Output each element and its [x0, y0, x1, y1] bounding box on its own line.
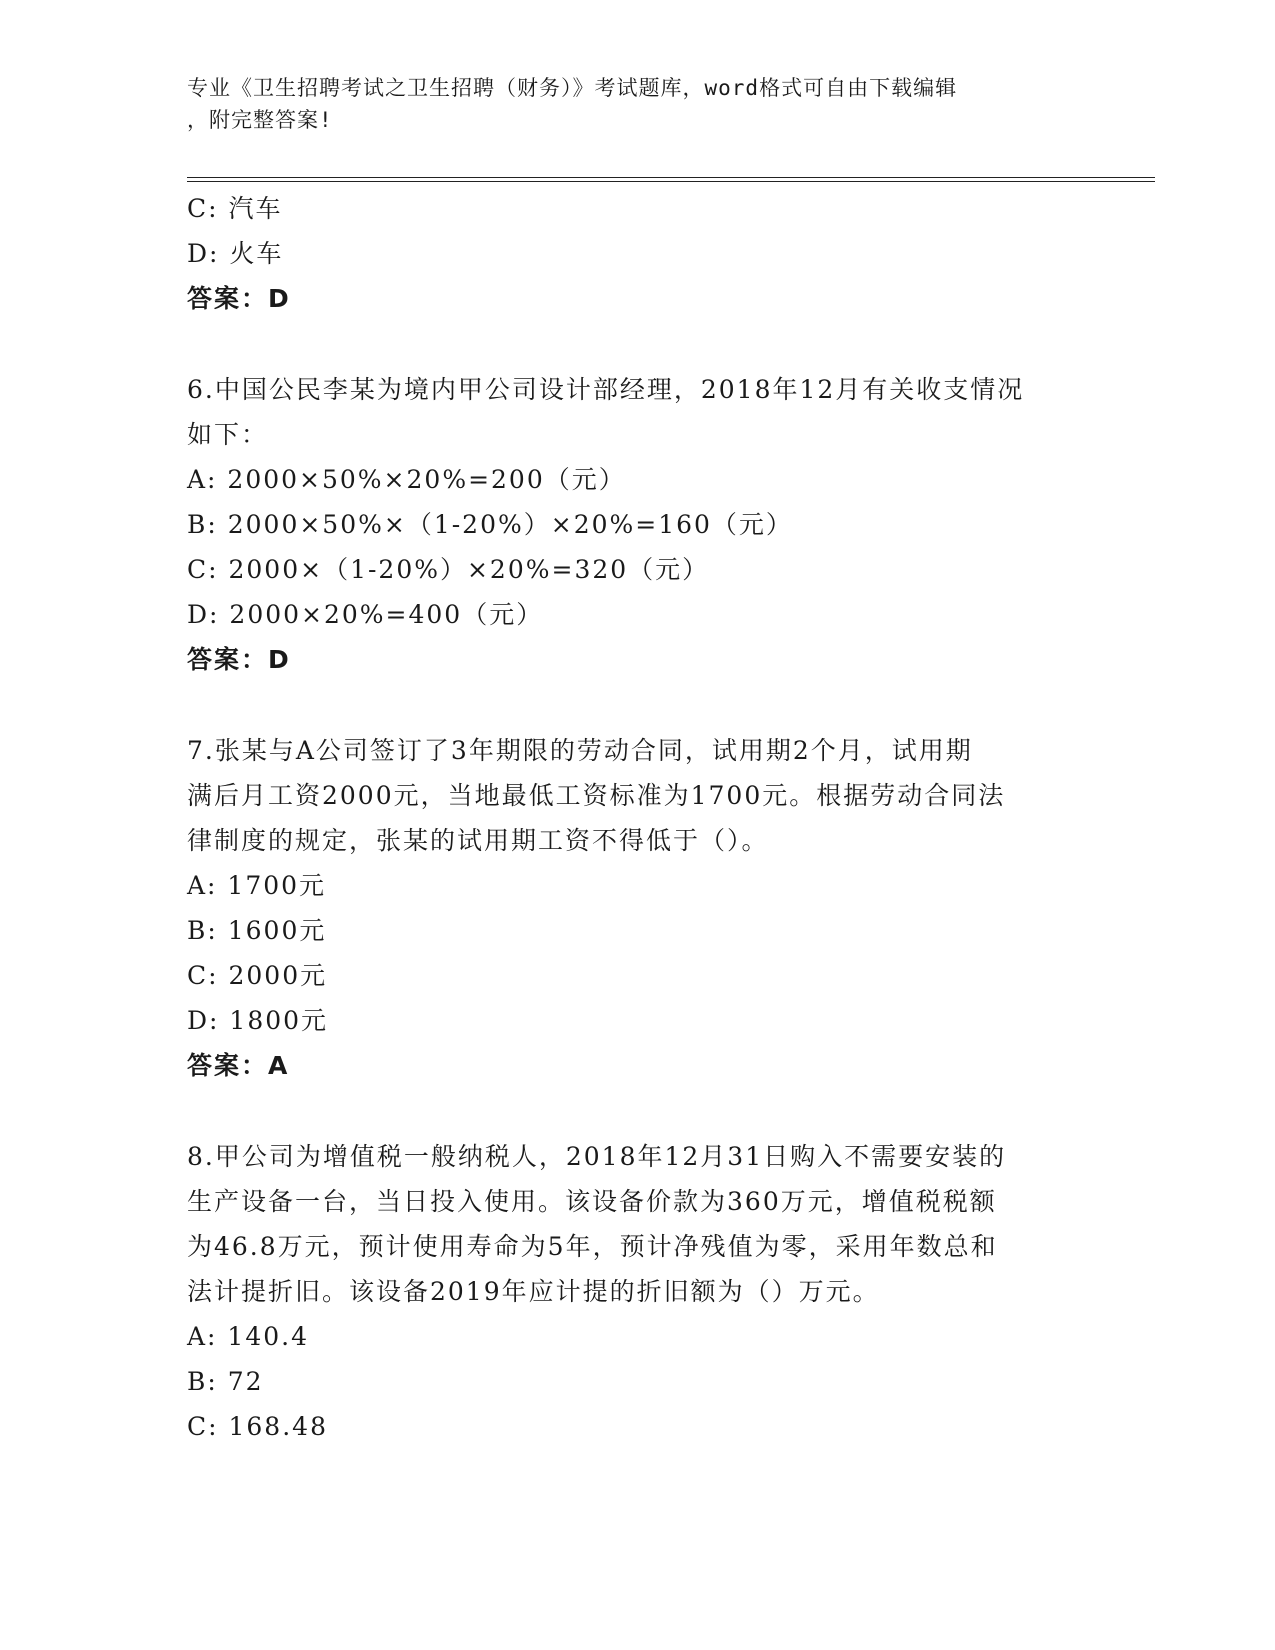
option-d: D: 1800元 — [187, 1006, 329, 1035]
question-stem: 生产设备一台，当日投入使用。该设备价款为360万元，增值税税额 — [187, 1187, 997, 1216]
question-stem: 如下： — [187, 420, 269, 449]
question-list — [187, 186, 1087, 1449]
question-stem: 8.甲公司为增值税一般纳税人，2018年12月31日购入不需要安装的 — [187, 1142, 1007, 1171]
option-a: A: 1700元 — [187, 871, 327, 900]
spacer — [187, 1088, 1087, 1134]
question-stem: 6.中国公民李某为境内甲公司设计部经理，2018年12月有关收支情况 — [187, 375, 1025, 404]
question-8 — [187, 1134, 1087, 1449]
question-stem: 法计提折旧。该设备2019年应计提的折旧额为（）万元。 — [187, 1277, 880, 1306]
question-stem: 律制度的规定，张某的试用期工资不得低于（）。 — [187, 826, 769, 855]
option-c: C: 2000×（1-20%）×20%=320（元） — [187, 555, 710, 584]
header-line-2: ，附完整答案! — [187, 108, 333, 132]
header-rule-bottom — [187, 181, 1155, 182]
question-6 — [187, 367, 1087, 682]
option-c: C: 汽车 — [187, 194, 283, 223]
question-5 — [187, 186, 1087, 321]
option-a: A: 140.4 — [187, 1322, 309, 1351]
header-line-1: 专业《卫生招聘考试之卫生招聘（财务）》考试题库，word格式可自由下载编辑 — [187, 76, 958, 100]
option-d: D: 火车 — [187, 239, 284, 268]
option-b: B: 2000×50%×（1-20%）×20%=160（元） — [187, 510, 793, 539]
spacer — [187, 321, 1087, 367]
option-b: B: 72 — [187, 1367, 264, 1396]
spacer — [187, 682, 1087, 728]
document-header — [187, 72, 1087, 136]
question-stem: 为46.8万元，预计使用寿命为5年，预计净残值为零，采用年数总和 — [187, 1232, 998, 1261]
question-7 — [187, 728, 1087, 1088]
option-c: C: 2000元 — [187, 961, 328, 990]
option-b: B: 1600元 — [187, 916, 327, 945]
option-c: C: 168.48 — [187, 1412, 328, 1441]
answer: 答案：D — [187, 284, 291, 313]
option-a: A: 2000×50%×20%=200（元） — [187, 465, 626, 494]
header-rule-top — [187, 177, 1155, 178]
answer: 答案：D — [187, 645, 291, 674]
question-stem: 满后月工资2000元，当地最低工资标准为1700元。根据劳动合同法 — [187, 781, 1006, 810]
option-d: D: 2000×20%=400（元） — [187, 600, 544, 629]
question-stem: 7.张某与A公司签订了3年期限的劳动合同，试用期2个月，试用期 — [187, 736, 973, 765]
answer: 答案：A — [187, 1051, 290, 1080]
